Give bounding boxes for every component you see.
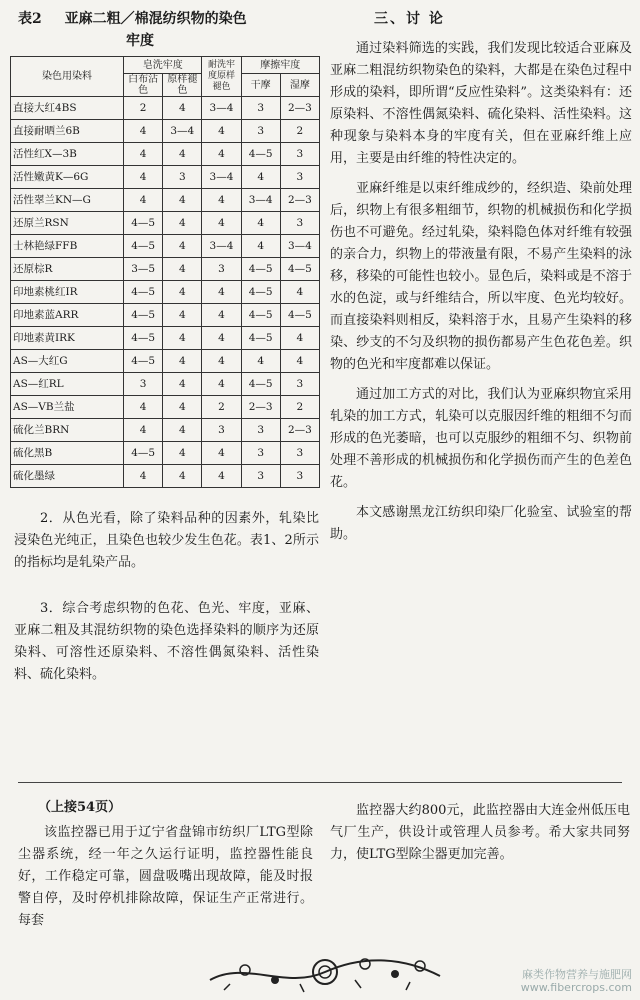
- cell-dye-name: 活性翠兰KN—G: [11, 189, 124, 212]
- table-row: [11, 212, 320, 235]
- table-row: [11, 120, 320, 143]
- cell-rub-dry: 4—5: [241, 373, 280, 396]
- header-wash-orig: 原样褪色: [163, 74, 202, 97]
- cell-rub-wet: 2—3: [280, 97, 319, 120]
- continued-left-text: 该监控器已用于辽宁省盘锦市纺织厂LTG型除尘器系统，经一年之久运行证明，监控器性能良好，工作稳定可靠，圆盘吸嘴出现故障，能及时报警自停，及时停机排除故障，保证生产正常进行。每套: [18, 825, 313, 928]
- cell-sweat-fade: 2: [202, 396, 241, 419]
- cell-rub-wet: 3—4: [280, 235, 319, 258]
- header-rub: 摩擦牢度: [241, 57, 319, 74]
- cell-rub-dry: 4—5: [241, 281, 280, 304]
- table-row: [11, 189, 320, 212]
- table-row: [11, 396, 320, 419]
- cell-rub-dry: 4—5: [241, 327, 280, 350]
- cell-sweat-fade: 4: [202, 327, 241, 350]
- table-row: [11, 97, 320, 120]
- cell-sweat-fade: 4: [202, 442, 241, 465]
- site-watermark: 麻类作物营养与施肥网 www.fibercrops.com: [520, 968, 632, 994]
- cell-sweat-fade: 4: [202, 373, 241, 396]
- table-title-line2: 牢度: [126, 33, 154, 49]
- table-number: 表2: [18, 11, 42, 27]
- cell-rub-wet: 3: [280, 212, 319, 235]
- cell-rub-dry: 3: [241, 97, 280, 120]
- table-row: [11, 419, 320, 442]
- cell-sweat-fade: 4: [202, 143, 241, 166]
- table-row: [11, 235, 320, 258]
- table-title-line1: 亚麻二粗／棉混纺织物的染色: [64, 11, 247, 27]
- cell-dye-name: 印地素黄IRK: [11, 327, 124, 350]
- cell-dye-name: 印地素桃红IR: [11, 281, 124, 304]
- cell-dye-name: 硫化墨绿: [11, 465, 124, 488]
- cell-wash-white-stain: 3—5: [124, 258, 163, 281]
- cell-sweat-fade: 4: [202, 350, 241, 373]
- cell-sweat-fade: 4: [202, 304, 241, 327]
- cell-rub-dry: 4: [241, 212, 280, 235]
- cell-dye-name: 硫化兰BRN: [11, 419, 124, 442]
- cell-dye-name: 直接大红4BS: [11, 97, 124, 120]
- cell-wash-fade: 3—4: [163, 120, 202, 143]
- continued-right-text: 监控器大约800元，此监控器由大连金州低压电气厂生产，供设计或管理人员参考。希大家共同努力，使LTG型除尘器更加完善。: [330, 803, 630, 862]
- discussion-paragraph-2: 亚麻纤维是以束纤维成纱的，经织造、染前处理后，织物上有很多粗细节，织物的机械损伤和化学损伤也不可避免。经过轧染，染料隐色体对纤维有较强的亲合力，织物上的带液量有限，不易产生染料的泳移，移染的可能性也较小。显色后，染料或是不溶于水的色淀，或与纤维结合，所以牢度、色光均较好。而直接染料则相反，染料溶于水，且易产生染料的移染、纱支的不匀及织物的损伤都易产生色花色差。织物的色光和牢度都难以保证。: [330, 181, 632, 372]
- table-row: [11, 281, 320, 304]
- cell-rub-wet: 3: [280, 442, 319, 465]
- cell-rub-dry: 3: [241, 465, 280, 488]
- cell-rub-dry: 4—5: [241, 143, 280, 166]
- cell-rub-wet: 4—5: [280, 304, 319, 327]
- cell-wash-white-stain: 4—5: [124, 235, 163, 258]
- left-paragraph-3: 3．综合考虑织物的色花、色光、牢度，亚麻、亚麻二粗及其混纺织物的染色选择染料的顺序为还原染料、可溶性还原染料、不溶性偶氮染料、活性染料、硫化染料。: [14, 601, 319, 682]
- cell-dye-name: 还原棕R: [11, 258, 124, 281]
- cell-rub-wet: 2: [280, 396, 319, 419]
- discussion-paragraph-1: 通过染料筛选的实践，我们发现比较适合亚麻及亚麻二粗混纺织物染色的染料，大都是在染色过程中形成的染料，即所谓“反应性染料”。这类染料有：还原染料、不溶性偶氮染料、硫化染料、活性染料。这种现象与染料本身的牢度有关，但在亚麻纤维上应用，主要是由纤维的特性决定的。: [330, 41, 632, 166]
- floral-ornament-icon: [205, 950, 445, 994]
- cell-wash-fade: 4: [163, 97, 202, 120]
- cell-wash-fade: 4: [163, 327, 202, 350]
- cell-sweat-fade: 4: [202, 120, 241, 143]
- cell-sweat-fade: 4: [202, 189, 241, 212]
- cell-wash-white-stain: 4—5: [124, 281, 163, 304]
- cell-sweat-fade: 3: [202, 419, 241, 442]
- cell-wash-white-stain: 2: [124, 97, 163, 120]
- table-row: [11, 350, 320, 373]
- cell-rub-dry: 4: [241, 350, 280, 373]
- section-divider: [18, 782, 622, 783]
- cell-rub-wet: 4: [280, 350, 319, 373]
- cell-rub-wet: 4: [280, 327, 319, 350]
- cell-rub-dry: 2—3: [241, 396, 280, 419]
- cell-wash-white-stain: 4—5: [124, 442, 163, 465]
- cell-wash-white-stain: 4: [124, 143, 163, 166]
- cell-rub-dry: 4—5: [241, 258, 280, 281]
- table-body: [11, 97, 320, 488]
- continued-title: （上接54页）: [38, 800, 122, 815]
- cell-wash-white-stain: 4: [124, 189, 163, 212]
- header-dye: 染色用染料: [11, 57, 124, 97]
- cell-rub-wet: 4: [280, 281, 319, 304]
- cell-rub-dry: 3: [241, 442, 280, 465]
- cell-rub-dry: 4: [241, 235, 280, 258]
- cell-rub-wet: 3: [280, 373, 319, 396]
- table-row: [11, 258, 320, 281]
- cell-wash-white-stain: 4: [124, 419, 163, 442]
- cell-wash-fade: 4: [163, 419, 202, 442]
- cell-wash-white-stain: 4—5: [124, 327, 163, 350]
- cell-rub-wet: 3: [280, 143, 319, 166]
- cell-rub-wet: 4—5: [280, 258, 319, 281]
- cell-dye-name: 直接耐晒兰6B: [11, 120, 124, 143]
- cell-wash-white-stain: 4—5: [124, 212, 163, 235]
- cell-sweat-fade: 3—4: [202, 166, 241, 189]
- table-row: [11, 304, 320, 327]
- cell-wash-fade: 4: [163, 143, 202, 166]
- cell-sweat-fade: 3: [202, 258, 241, 281]
- cell-dye-name: 还原兰RSN: [11, 212, 124, 235]
- cell-wash-white-stain: 4: [124, 166, 163, 189]
- cell-wash-white-stain: 3: [124, 373, 163, 396]
- cell-wash-fade: 4: [163, 304, 202, 327]
- table-row: [11, 465, 320, 488]
- cell-dye-name: AS—红RL: [11, 373, 124, 396]
- cell-wash-white-stain: 4—5: [124, 304, 163, 327]
- cell-wash-fade: 4: [163, 396, 202, 419]
- cell-wash-fade: 4: [163, 212, 202, 235]
- cell-wash-fade: 4: [163, 373, 202, 396]
- cell-wash-fade: 4: [163, 258, 202, 281]
- cell-rub-wet: 2—3: [280, 419, 319, 442]
- left-paragraph-2: 2．从色光看，除了染料品种的因素外，轧染比浸染色光纯正，且染色也较少发生色花。表1、2所示的指标均是轧染产品。: [14, 511, 319, 570]
- cell-rub-dry: 3—4: [241, 189, 280, 212]
- cell-rub-dry: 4: [241, 166, 280, 189]
- cell-dye-name: 活性嫩黄K—6G: [11, 166, 124, 189]
- dye-fastness-table: [10, 56, 320, 488]
- cell-rub-wet: 3: [280, 465, 319, 488]
- header-rub-wet: 湿摩: [280, 74, 319, 97]
- cell-wash-fade: 4: [163, 442, 202, 465]
- cell-wash-white-stain: 4: [124, 396, 163, 419]
- table-row: [11, 442, 320, 465]
- cell-sweat-fade: 4: [202, 281, 241, 304]
- cell-rub-wet: 2—3: [280, 189, 319, 212]
- cell-sweat-fade: 3—4: [202, 97, 241, 120]
- cell-dye-name: 硫化黑B: [11, 442, 124, 465]
- cell-dye-name: AS—VB兰盐: [11, 396, 124, 419]
- cell-sweat-fade: 4: [202, 465, 241, 488]
- cell-wash-fade: 3: [163, 166, 202, 189]
- cell-wash-white-stain: 4: [124, 465, 163, 488]
- cell-dye-name: 活性红X—3B: [11, 143, 124, 166]
- section-title-discussion: 三、讨 论: [374, 11, 445, 27]
- table-row: [11, 327, 320, 350]
- cell-rub-dry: 3: [241, 120, 280, 143]
- cell-rub-wet: 3: [280, 166, 319, 189]
- cell-dye-name: 士林艳绿FFB: [11, 235, 124, 258]
- cell-wash-fade: 4: [163, 281, 202, 304]
- cell-sweat-fade: 3—4: [202, 235, 241, 258]
- discussion-paragraph-3: 通过加工方式的对比，我们认为亚麻织物宜采用轧染的加工方式，轧染可以克服因纤维的粗细不匀而形成的色光萎暗，也可以克服纱的粗细不匀、织物前处理不善形成的机械损伤和化学损伤而产生的色差色花。: [330, 387, 632, 490]
- table-caption: [18, 8, 318, 52]
- header-wash: 皂洗牢度: [124, 57, 202, 74]
- cell-wash-fade: 4: [163, 350, 202, 373]
- acknowledgement: 本文感谢黑龙江纺织印染厂化验室、试验室的帮助。: [330, 505, 632, 542]
- header-wash-white: 白布沾色: [124, 74, 163, 97]
- cell-wash-white-stain: 4—5: [124, 350, 163, 373]
- cell-dye-name: 印地素蓝ARR: [11, 304, 124, 327]
- cell-wash-fade: 4: [163, 465, 202, 488]
- cell-sweat-fade: 4: [202, 212, 241, 235]
- cell-rub-wet: 2: [280, 120, 319, 143]
- table-row: [11, 373, 320, 396]
- cell-wash-fade: 4: [163, 235, 202, 258]
- table-row: [11, 143, 320, 166]
- header-sweat: 耐洗牢度原样褪色: [202, 57, 241, 97]
- cell-dye-name: AS—大红G: [11, 350, 124, 373]
- cell-rub-dry: 4—5: [241, 304, 280, 327]
- header-rub-dry: 干摩: [241, 74, 280, 97]
- discussion-body: [330, 38, 632, 554]
- table-row: [11, 166, 320, 189]
- cell-wash-white-stain: 4: [124, 120, 163, 143]
- cell-rub-dry: 3: [241, 419, 280, 442]
- cell-wash-fade: 4: [163, 189, 202, 212]
